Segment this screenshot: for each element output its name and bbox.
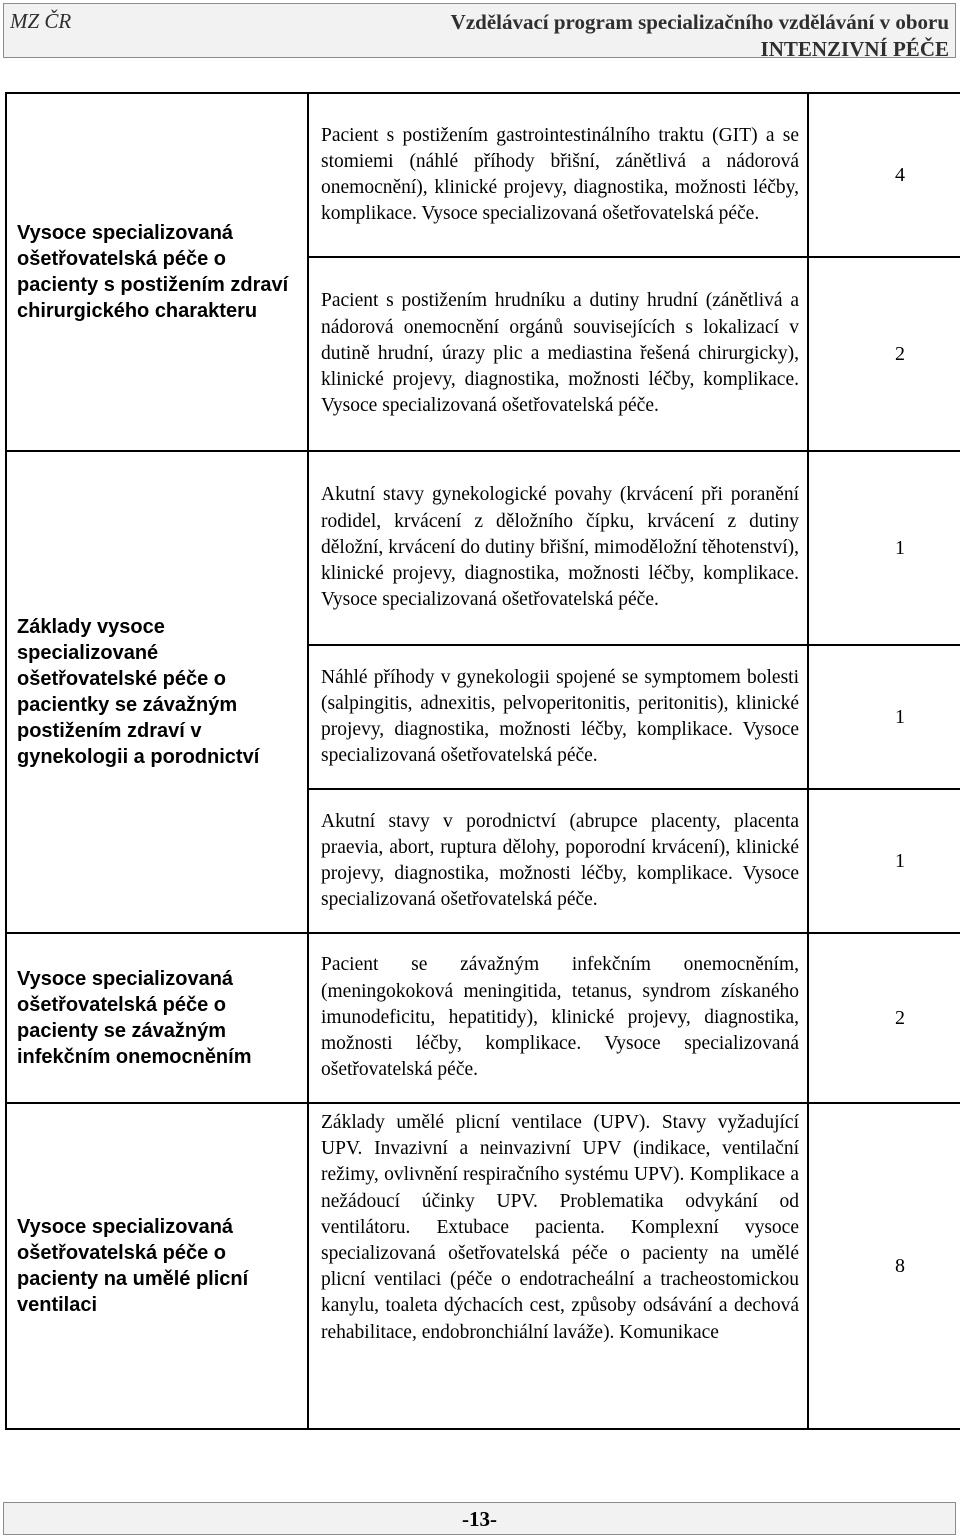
- content-text: Pacient se závažným infekčním onemocněním, (meningokoková meningitida, tetanus, syndrom získaného imunodeficitu, hepatitidy), klinické projevy, diagnostika, možnosti léčby, komplikace. Vysoce specializovaná ošetřovatelská péče.: [321, 954, 799, 1081]
- header-ministry: MZ ČR: [10, 9, 72, 33]
- table-row: [6, 933, 960, 1103]
- page-number: -13-: [462, 1507, 497, 1531]
- table-row: [6, 451, 960, 645]
- header-title-line2: INTENZIVNÍ PÉČE: [760, 37, 949, 61]
- hours-cell: 1: [808, 789, 960, 933]
- content-cell: [308, 645, 808, 789]
- content-cell: [308, 257, 808, 451]
- content-text: Pacient s postižením hrudníku a dutiny hrudní (zánětlivá a nádorová onemocnění orgánů souvisejících s lokalizací v dutině hrudní, úrazy plic a mediastina řešená chirurgicky), klinické projevy, diagnostika, možnosti léčby, komplikace. Vysoce specializovaná ošetřovatelská péče.: [321, 290, 799, 417]
- content-cell: [308, 789, 808, 933]
- topic-cell: Základy vysoce specializované ošetřovatelské péče o pacientky se závažným postižením zdraví v gynekologii a porodnictví: [6, 451, 308, 933]
- hours-cell: 1: [808, 645, 960, 789]
- content-cell: [308, 451, 808, 645]
- content-text: Akutní stavy v porodnictví (abrupce placenty, placenta praevia, abort, ruptura dělohy, poporodní krvácení), klinické projevy, diagnostika, možnosti léčby, komplikace. Vysoce specializovaná ošetřovatelská péče.: [321, 810, 799, 911]
- table-row: [6, 1103, 960, 1429]
- header-title-line1: Vzdělávací program specializačního vzdělávání v oboru: [450, 10, 949, 34]
- topic-cell: Vysoce specializovaná ošetřovatelská péče o pacienty s postižením zdraví chirurgického charakteru: [6, 93, 308, 451]
- content-cell: [308, 1103, 808, 1429]
- curriculum-table: [5, 92, 960, 1430]
- content-text: Základy umělé plicní ventilace (UPV). Stavy vyžadující UPV. Invazivní a neinvazivní UPV (indikace, ventilační režimy, ovlivnění respiračního systému UPV). Komplikace a nežádoucí účinky UPV. Problematika odvykání od ventilátoru. Extubace pacienta. Komplexní vysoce specializovaná ošetřovatelská péče o pacienty na umělé plicní ventilaci (péče o endotracheální a tracheostomickou kanylu, toaleta dýchacích cest, způsoby odsávání a dechová rehabilitace, endobronchiální laváže). Komunikace: [321, 1112, 799, 1343]
- hours-cell: 2: [808, 257, 960, 451]
- content-cell: [308, 93, 808, 257]
- hours-cell: 8: [808, 1103, 960, 1429]
- content-cell: [308, 933, 808, 1103]
- content-text: Náhlé příhody v gynekologii spojené se symptomem bolesti (salpingitis, adnexitis, pelvoperitonitis, peritonitis), klinické projevy, diagnostika, možnosti léčby, komplikace. Vysoce specializovaná ošetřovatelská péče.: [321, 666, 799, 767]
- hours-cell: 1: [808, 451, 960, 645]
- hours-cell: 4: [808, 93, 960, 257]
- topic-cell: Vysoce specializovaná ošetřovatelská péče o pacienty na umělé plicní ventilaci: [6, 1103, 308, 1429]
- page-footer: [3, 1502, 956, 1535]
- topic-cell: Vysoce specializovaná ošetřovatelská péče o pacienty se závažným infekčním onemocněním: [6, 933, 308, 1103]
- content-text: Akutní stavy gynekologické povahy (krvácení při poranění rodidel, krvácení z děložního čípku, krvácení z dutiny děložní, krvácení do dutiny břišní, mimoděložní těhotenství), klinické projevy, diagnostika, možnosti léčby, komplikace. Vysoce specializovaná ošetřovatelská péče.: [321, 484, 799, 611]
- hours-cell: 2: [808, 933, 960, 1103]
- page-header: [3, 3, 956, 61]
- content-text: Pacient s postižením gastrointestinálního traktu (GIT) a se stomiemi (náhlé příhody břišní, zánětlivá a nádorová onemocnění), klinické projevy, diagnostika, možnosti léčby, komplikace. Vysoce specializovaná ošetřovatelská péče.: [321, 124, 799, 225]
- header-program-title: [451, 9, 949, 63]
- table-row: [6, 93, 960, 257]
